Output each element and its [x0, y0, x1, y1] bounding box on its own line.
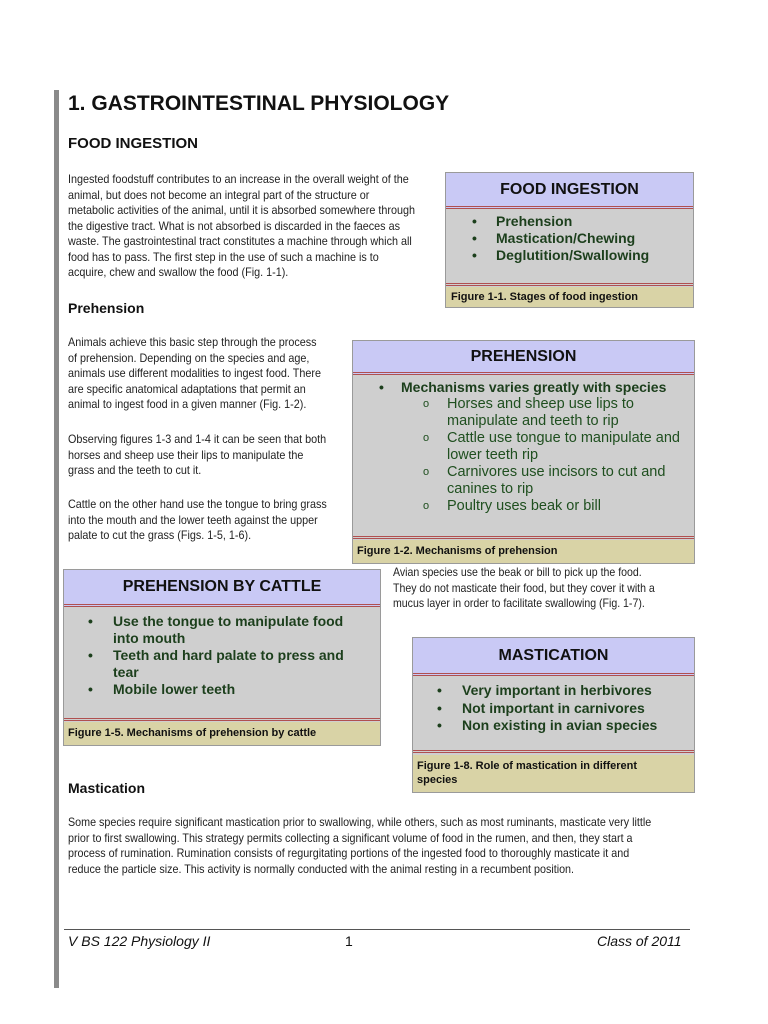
list-item: • Prehension	[472, 213, 573, 229]
list-item: • Deglutition/Swallowing	[472, 247, 650, 263]
prehension-paragraph-4: Avian species use the beak or bill to pick up the food. They do not masticate their food, but they cover it with a mucus layer in order to facilitate swallowing (Fig. 1-7).	[393, 565, 655, 610]
figure-list	[446, 209, 693, 264]
mastication-paragraph: Some species require significant mastication prior to swallowing, while others, such as most ruminants, masticate very little prior to first swallowing. This strategy permits collecting a significant volume of food in the rumen, and then, they start a process of rumination. Rumination consists of regurgitating portions of the ingested food to thoroughly masticate it and reduce the particle size. This activity is normally conducted with the animal resting in a recumbent position.	[68, 815, 652, 876]
sub-list-item: o Cattle use tongue to manipulate and lower teeth rip	[423, 430, 680, 463]
figure-caption: Figure 1-1. Stages of food ingestion	[446, 287, 693, 307]
figure-mastication	[412, 637, 695, 793]
left-margin-bar	[54, 90, 59, 988]
figure-list	[413, 676, 694, 735]
figure-rule	[446, 283, 693, 286]
list-item: • Use the tongue to manipulate food into mouth	[88, 613, 344, 646]
list-item: • Mechanisms varies greatly with species o Horses and sheep use lips to manipulate and teeth to rip o Cattle use tongue to manipulate and lower teeth rip o Carnivores use incisors to cut and canines to rip o Poultry uses beak or bill	[379, 379, 694, 515]
sub-list-item: o Carnivores use incisors to cut and canines to rip	[423, 464, 666, 497]
figure-rule	[353, 536, 694, 539]
figure-rule	[64, 718, 380, 721]
list-item: • Very important in herbivores	[437, 682, 652, 698]
figure-caption: Figure 1-5. Mechanisms of prehension by cattle	[64, 722, 380, 745]
sub-list-item: o Poultry uses beak or bill	[423, 498, 601, 514]
list-item: • Teeth and hard palate to press and tear	[88, 647, 344, 680]
list-item: • Mobile lower teeth	[88, 681, 236, 697]
footer-course: V BS 122 Physiology II	[68, 933, 211, 949]
list-item: • Mastication/Chewing	[472, 230, 636, 246]
figure-list	[64, 607, 380, 698]
list-item: • Not important in carnivores	[437, 699, 645, 716]
figure-header: MASTICATION	[413, 638, 694, 676]
page-title: 1. GASTROINTESTINAL PHYSIOLOGY	[68, 92, 450, 115]
sub-list-item: o Horses and sheep use lips to manipulate and teeth to rip	[423, 396, 634, 429]
figure-header: PREHENSION BY CATTLE	[64, 570, 380, 607]
prehension-paragraph-1: Animals achieve this basic step through the process of prehension. Depending on the species and age, animals use different modalities to ingest food. There are specific anatomical adaptations that permit an animal to ingest food in a given manner (Fig. 1-2).	[68, 335, 321, 411]
figure-food-ingestion	[445, 172, 694, 308]
figure-caption: Figure 1-2. Mechanisms of prehension	[353, 540, 694, 563]
list-item: • Non existing in avian species	[437, 717, 658, 733]
figure-rule	[413, 750, 694, 753]
footer-divider	[64, 929, 690, 930]
section-heading-prehension: Prehension	[68, 300, 145, 316]
figure-caption: Figure 1-8. Role of mastication in different species	[413, 755, 694, 792]
footer-page-number: 1	[345, 933, 353, 949]
food-ingestion-paragraph: Ingested foodstuff contributes to an increase in the overall weight of the animal, but does not become an integral part of the structure or metabolic activities of the animal, until it is absorbed somewhere through the digestive tract. What is not absorbed is discarded in the faeces as waste. The gastrointestinal tract constitutes a machine through which all food has to pass. The first step in the use of such a machine is to acquire, chew and swallow the food (Fig. 1-1).	[68, 172, 415, 279]
prehension-paragraph-3: Cattle on the other hand use the tongue to bring grass into the mouth and the lower teeth against the upper palate to cut the grass (Figs. 1-5, 1-6).	[68, 497, 327, 542]
section-heading-food-ingestion: FOOD INGESTION	[68, 135, 199, 152]
section-heading-mastication: Mastication	[68, 780, 146, 796]
footer-class: Class of 2011	[597, 933, 682, 949]
figure-header: PREHENSION	[353, 341, 694, 375]
sub-list	[379, 396, 694, 515]
figure-prehension	[352, 340, 695, 564]
figure-header: FOOD INGESTION	[446, 173, 693, 209]
figure-list	[353, 375, 694, 515]
figure-prehension-by-cattle	[63, 569, 381, 746]
prehension-paragraph-2: Observing figures 1-3 and 1-4 it can be seen that both horses and sheep use their lips to manipulate the grass and the teeth to cut it.	[68, 432, 327, 477]
